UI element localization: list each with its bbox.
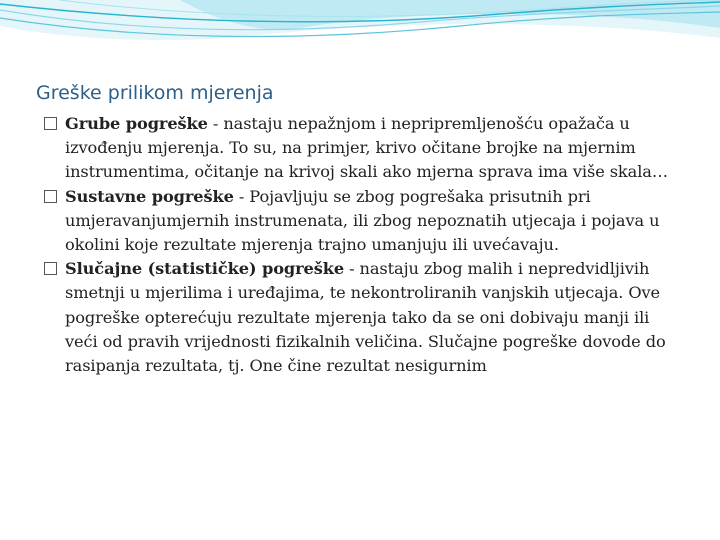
bullet-item-systematic-errors (44, 185, 684, 258)
bullet-term: Slučajne (statističke) pogreške (65, 259, 345, 279)
bullet-list (44, 112, 684, 378)
slide-title: Greške prilikom mjerenja (36, 82, 274, 104)
square-bullet-icon (44, 190, 57, 203)
square-bullet-icon (44, 117, 57, 130)
bullet-term: Sustavne pogreške (65, 186, 234, 206)
bullet-term: Grube pogreške (65, 114, 208, 133)
header-wave-decoration (0, 0, 720, 70)
square-bullet-icon (44, 262, 57, 275)
bullet-item-gross-errors (44, 112, 684, 185)
bullet-text: - nastaju nepažnjom i nepripremljenošću opažača u izvođenju mjerenja. To su, na primjer, krivo očitane brojke na mjernim instrumentima, očitanje na krivoj skali ako mjerna sprava ima više skala… (65, 114, 668, 182)
bullet-item-random-errors (44, 257, 684, 378)
bullet-text: - Pojavljuju se zbog pogrešaka prisutnih pri umjeravanjumjernih instrumenata, ili zbog nepoznatih utjecaja i pojava u okolini koje rezultate mjerenja trajno umanjuju ili uvećavaju. (65, 186, 660, 255)
bullet-text: - nastaju zbog malih i nepredvidljivih smetnji u mjerilima i uređajima, te nekontroliranih vanjskih utjecaja. Ove pogreške opterećuju rezultate mjerenja tako da se oni dobivaju manji ili veći od pravih vrijednosti fizikalnih veličina. Slučajne pogreške dovode do rasipanja rezultata, tj. One čine rezultat nesigurnim (65, 259, 666, 376)
